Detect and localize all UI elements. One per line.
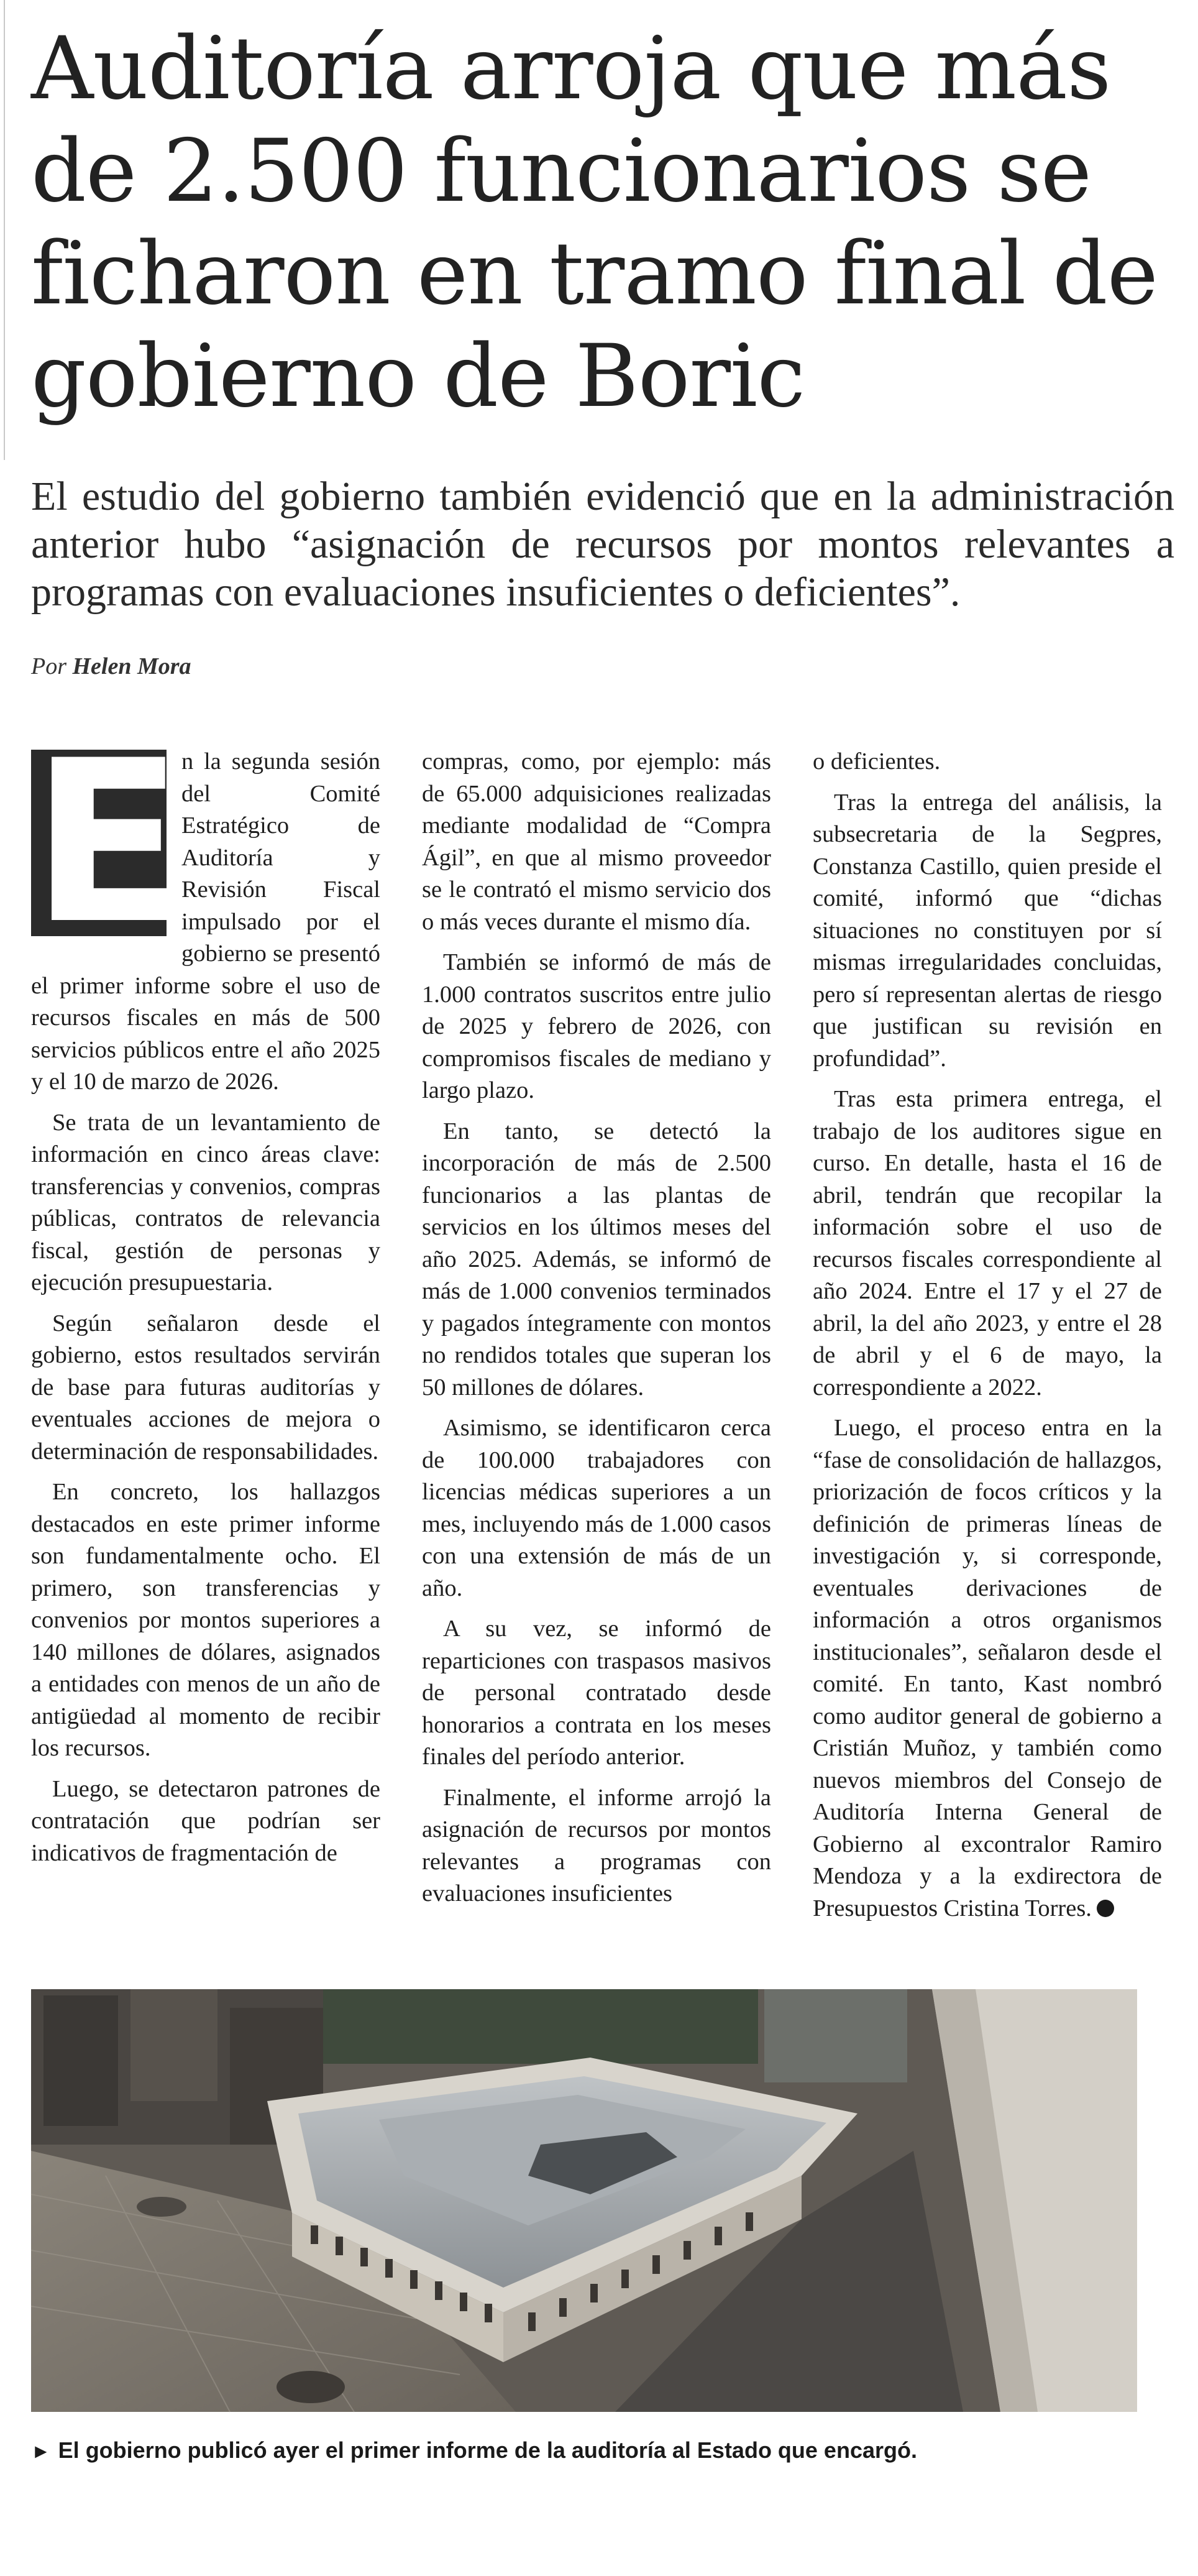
- column-rule: [4, 0, 5, 460]
- body-paragraph: Tras la entrega del análisis, la subsecretaria de la Segpres, Constanza Castillo, quien preside el comité, informó que “dichas situaciones no constituyen por sí mismas irregularidades concluidas, pero sí representan alertas de riesgo que justifican su revisión en profundidad”.: [813, 789, 1162, 1072]
- body-paragraph-part: Finalmente, el informe arrojó la asignación de recursos por montos relevantes a programas con evaluaciones insuficientes: [422, 1784, 771, 1907]
- article-photo: [31, 1989, 1137, 2412]
- body-paragraph: Según señalaron desde el gobierno, estos resultados servirán de base para futuras auditorías y eventuales acciones de mejora o determinación de responsabilidades.: [31, 1310, 380, 1465]
- body-paragraph: Tras esta primera entrega, el trabajo de los auditores sigue en curso. En detalle, hasta el 16 de abril, tendrán que recopilar la información sobre el uso de recursos fiscales correspondiente al año 2024. Entre el 17 y el 27 de abril, la del año 2023, y entre el 28 de abril y el 6 de mayo, la correspondiente a 2022.: [813, 1086, 1162, 1401]
- body-paragraph: También se informó de más de 1.000 contratos suscritos entre julio de 2025 y febrero de 2026, con compromisos fiscales de mediano y largo plazo.: [422, 949, 771, 1103]
- byline-author: Helen Mora: [72, 653, 191, 679]
- body-paragraph: Luego, el proceso entra en la “fase de consolidación de hallazgos, priorización de focos críticos y la definición de primeras líneas de investigación y, si corresponde, eventuales derivaciones de información a otros organismos institucionales”, señalaron desde el comité. En tanto, Kast nombró como auditor general de gobierno a Cristián Muñoz, y también como nuevos miembros del Consejo de Auditoría Interna General de Gobierno al excontralor Ramiro Mendoza y a la exdirectora de Presupuestos Cristina Torres.: [813, 1415, 1162, 1921]
- column-2: [422, 746, 771, 1977]
- body-paragraph: [31, 1773, 380, 1870]
- column-3: [813, 746, 1162, 1977]
- body-paragraph-part: o deficientes.: [813, 748, 941, 775]
- body-paragraph: Se trata de un levantamiento de información en cinco áreas clave: transferencias y convenios, compras públicas, contratos de relevancia fiscal, gestión de personas y ejecución presupuestaria.: [31, 1109, 380, 1295]
- body-paragraph-continued: [813, 746, 1162, 778]
- body-paragraph: Asimismo, se identificaron cerca de 100.000 trabajadores con licencias médicas superiores a un mes, incluyendo más de 1.000 casos con una extensión de más de un año.: [422, 1415, 771, 1601]
- byline-prefix: Por: [31, 653, 66, 679]
- body-paragraph: E n la segunda sesión del Comité Estratégico de Auditoría y Revisión Fiscal impulsado por el gobierno se presentó el primer informe sobre el uso de recursos fiscales en más de 500 servicios públicos entre el año 2025 y el 10 de marzo de 2026.: [31, 712, 380, 1095]
- palacio-de-la-moneda-photo-icon: [31, 1989, 1137, 2412]
- article-body: [31, 712, 1162, 1977]
- byline: [31, 653, 191, 680]
- body-paragraph-part: Luego, se detectaron patrones de contratación que podrían ser indicativos de fragmentación de: [31, 1775, 380, 1866]
- body-paragraph: En concreto, los hallazgos destacados en este primer informe son fundamentalmente ocho. El primero, son transferencias y convenios por montos superiores a 140 millones de dólares, asignados a entidades con menos de un año de antigüedad al momento de recibir los recursos.: [31, 1479, 380, 1761]
- body-paragraph-continued: [422, 746, 771, 938]
- body-paragraph: [422, 1782, 771, 1910]
- headline: Auditoría arroja que más de 2.500 funcionarios se ficharon en tramo final de gobierno de Boric: [31, 18, 1158, 426]
- body-paragraph: En tanto, se detectó la incorporación de más de 2.500 funcionarios a las plantas de servicios en los últimos meses del año 2025. Además, se informó de más de 1.000 convenios terminados y pagados íntegramente con montos no rendidos totales que superan los 50 millones de dólares.: [422, 1118, 771, 1401]
- deck-subtitle: El estudio del gobierno también evidenció que en la administración anterior hubo “asignación de recursos por montos relevantes a programas con evaluaciones insuficientes o deficientes”.: [31, 474, 1174, 615]
- body-paragraph: A su vez, se informó de reparticiones con traspasos masivos de personal contratado desde honorarios a contrata en los meses finales del período anterior.: [422, 1616, 771, 1770]
- caption-arrow-icon: ►: [31, 2440, 51, 2462]
- drop-cap: E: [31, 712, 184, 973]
- photo-caption: [31, 2437, 1162, 2465]
- caption-text: El gobierno publicó ayer el primer informe de la auditoría al Estado que encargó.: [58, 2437, 917, 2463]
- column-1: [31, 712, 380, 1977]
- end-of-article-dot-icon: [1097, 1900, 1114, 1917]
- body-paragraph-part: compras, como, por ejemplo: más de 65.000 adquisiciones realizadas mediante modalidad de “Compra Ágil”, en que al mismo proveedor se le contrató el mismo servicio dos o más veces durante el mismo día.: [422, 748, 771, 935]
